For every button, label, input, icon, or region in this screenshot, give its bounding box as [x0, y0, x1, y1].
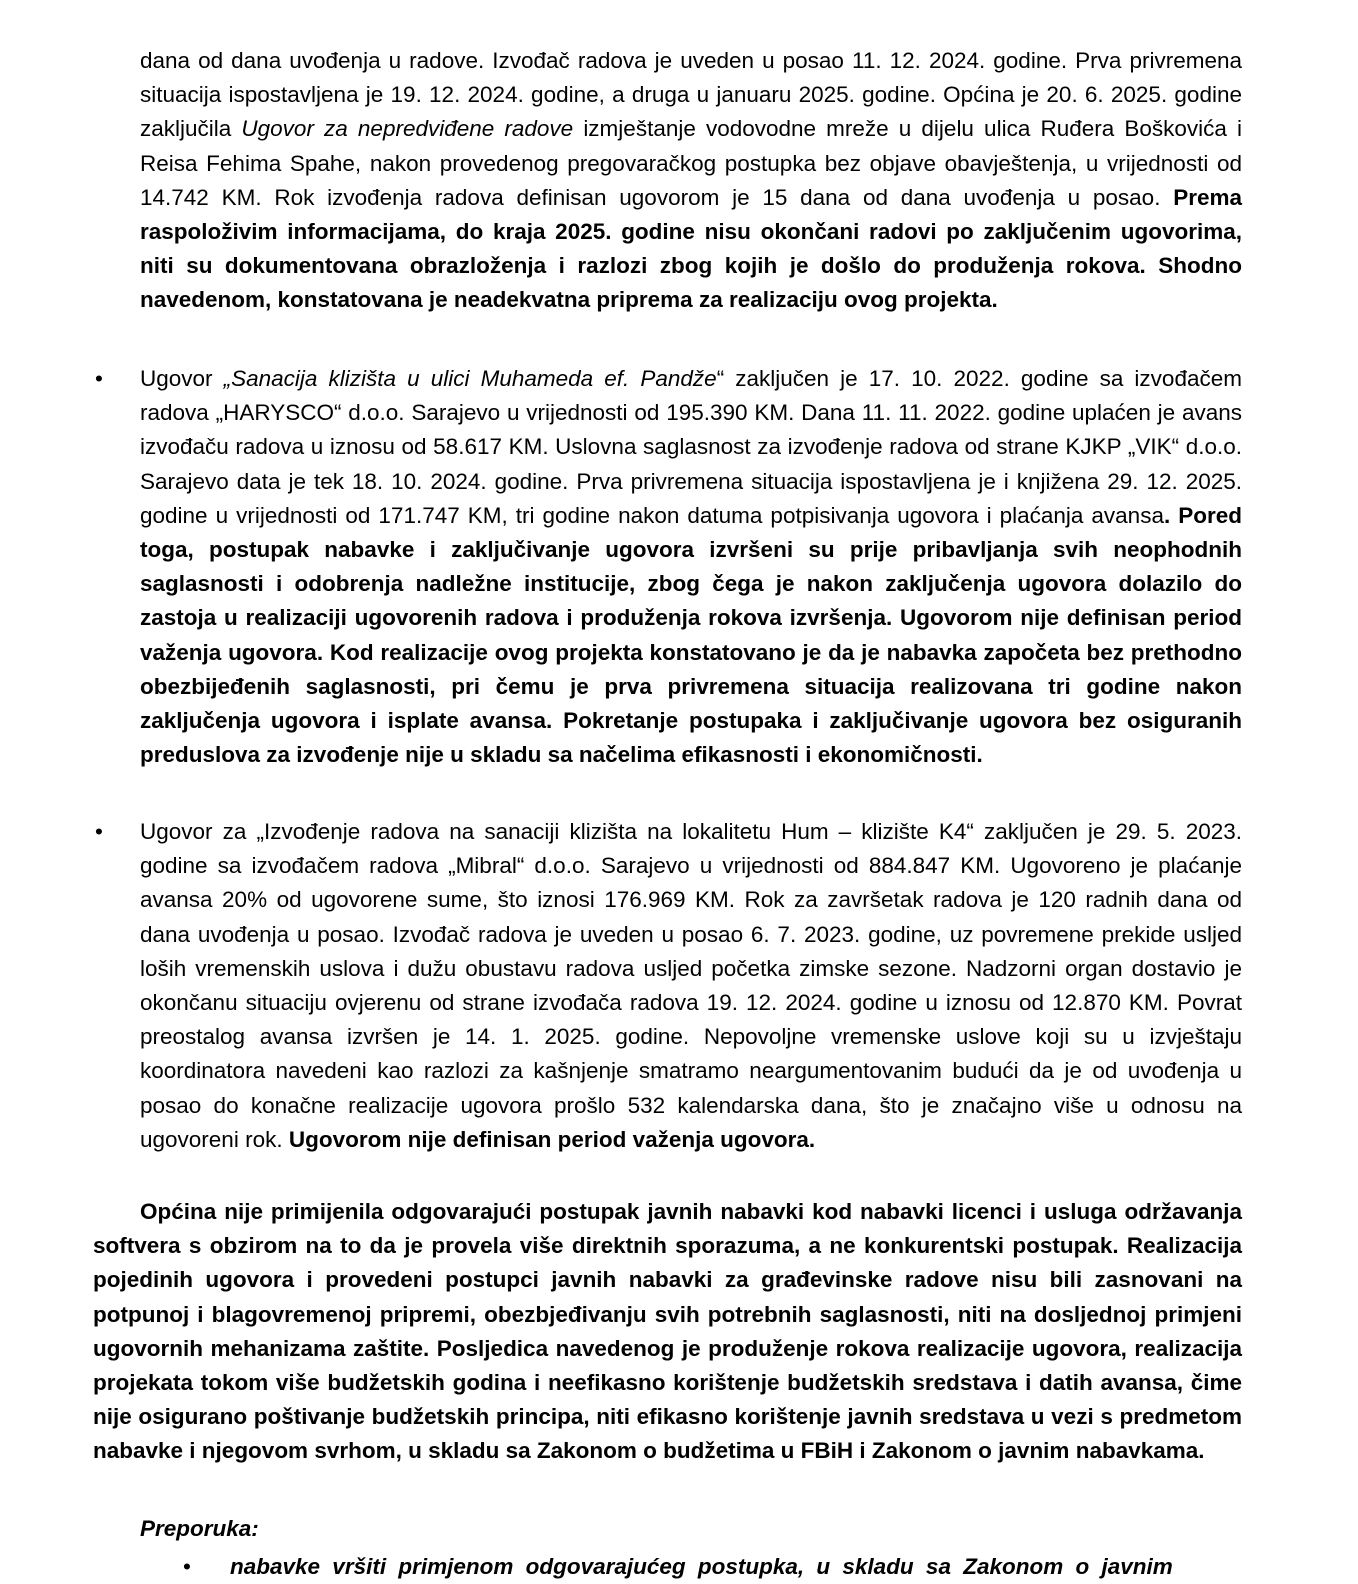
finding-bold-text: . Pored toga, postupak nabavke i zaključivanje ugovora izvršeni su prije pribavljanja svih neophodnih saglasnosti i odobrenja nadležne institucije, zbog čega je nakon zaključenja ugovora dolazilo do zastoja u realizaciji ugovorenih radova i produženja rokova izvršenja. Ugovorom nije definisan period važenja ugovora. Kod realizacije ovog projekta konstatovano je da je nabavka započeta bez prethodno obezbijeđenih saglasnosti, pri čemu je prva privremena situacija realizovana tri godine nakon zaključenja ugovora i isplate avansa. Pokretanje postupaka i zaključivanje ugovora bez osiguranih preduslova za izvođenje nije u skladu sa načelima efikasnosti i ekonomičnosti. — [140, 502, 1242, 768]
paragraph-text: dana od dana uvođenja u radove. Izvođač radova je uveden u posao 11. 12. 2024. godine. Prva privremena situacija ispostavljena je 19. 12. 2024. godine, a druga u januaru 2025. godine. Općina je 20. 6. 2025. godine zaključila — [140, 48, 1242, 142]
recommendation-item — [230, 1550, 1242, 1584]
bullet-text: Ugovor za „Izvođenje radova na sanaciji klizišta na lokalitetu Hum – klizište K4“ zaključen je 29. 5. 2023. godine sa izvođačem radova „Mibral“ d.o.o. Sarajevo u vrijednosti od 884.847 KM. Ugovoreno je plaćanje avansa 20% od ugovorene sume, što iznosi 176.969 KM. Rok za završetak radova je 120 radnih dana od dana uvođenja u posao. Izvođač radova je uveden u posao 6. 7. 2023. godine, uz povremene prekide usljed loših vremenskih uslova i dužu obustavu radova usljed početka zimske sezone. Nadzorni organ dostavio je okončanu situaciju ovjerenu od strane izvođača radova 19. 12. 2024. godine u iznosu od 12.870 KM. Povrat preostalog avansa izvršen je 14. 1. 2025. godine. Nepovoljne vremenske uslove koji su u izvještaju koordinatora navedeni kao razlozi za kašnjenje smatramo neargumentovanim budući da je od uvođenja u posao do konačne realizacije ugovora prošlo 532 kalendarska dana, što je značajno više u odnosu na ugovoreni rok. — [140, 819, 1242, 1152]
paragraph-text: izmještanje vodovodne mreže u dijelu ulica Ruđera Boškovića i Reisa Fehima Spahe, nakon provedenog pregovaračkog postupka bez objave obavještenja, u vrijednosti od 14.742 KM. Rok izvođenja radova definisan ugovorom je 15 dana od dana uvođenja u posao. — [140, 116, 1243, 210]
bullet-icon: • — [95, 366, 103, 391]
bullet-item-sanacija-klizista — [140, 362, 1242, 772]
finding-bold-text: Ugovorom nije definisan period važenja ugovora. — [288, 1126, 816, 1152]
contract-title-italic: „Sanacija klizišta u ulici Muhameda ef. Pandže — [223, 366, 717, 391]
bullet-text: “ zaključen je 17. 10. 2022. godine sa izvođačem radova „HARYSCO“ d.o.o. Sarajevo u vrijednosti od 195.390 KM. Dana 11. 11. 2022. godine uplaćen je avans izvođaču radova u iznosu od 58.617 KM. Uslovna saglasnost za izvođenje radova od strane KJKP „VIK“ d.o.o. Sarajevo data je tek 18. 10. 2024. godine. Prva privremena situacija ispostavljena je i knjižena 29. 12. 2025. godine u vrijednosti od 171.747 KM, tri godine nakon datuma potpisivanja ugovora i plaćanja avansa — [140, 366, 1242, 528]
recommendation-heading — [140, 1512, 1242, 1546]
bullet-text: Ugovor — [140, 366, 224, 391]
bullet-icon: • — [95, 819, 103, 844]
conclusion-text: Općina nije primijenila odgovarajući postupak javnih nabavki kod nabavki licenci i usluga održavanja softvera s obzirom na to da je provela više direktnih sporazuma, a ne konkurentski postupak. Realizacija pojedinih ugovora i provedeni postupci javnih nabavki za građevinske radove nisu bili zasnovani na potpunoj i blagovremenoj pripremi, obezbjeđivanju svih potrebnih saglasnosti, niti na dosljednoj primjeni ugovornih mehanizama zaštite. Posljedica navedenog je produženje rokova realizacije ugovora, realizacija projekata tokom više budžetskih godina i neefikasno korištenje budžetskih sredstava i datih avansa, čime nije osigurano poštivanje budžetskih principa, niti efikasno korištenje javnih sredstava u vezi s predmetom nabavke i njegovom svrhom, u skladu sa Zakonom o budžetima u FBiH i Zakonom o javnim nabavkama. — [93, 1199, 1242, 1464]
recommendation-title: Preporuka: — [140, 1516, 259, 1541]
bullet-item-klizište-k4 — [140, 815, 1242, 1157]
conclusion-paragraph — [93, 1195, 1242, 1469]
paragraph-continuation — [140, 44, 1242, 318]
bullet-icon: • — [183, 1554, 191, 1579]
recommendation-item-text: nabavke vršiti primjenom odgovarajućeg postupka, u skladu sa Zakonom o javnim — [230, 1554, 1173, 1579]
contract-title-italic: Ugovor za nepredviđene radove — [241, 116, 574, 142]
finding-bold-text: Prema raspoloživim informacijama, do kraja 2025. godine nisu okončani radovi po zaključenim ugovorima, niti su dokumentovana obrazloženja i razlozi zbog kojih je došlo do produženja rokova. Shodno navedenom, konstatovana je neadekvatna priprema za realizaciju ovog projekta. — [140, 184, 1242, 313]
